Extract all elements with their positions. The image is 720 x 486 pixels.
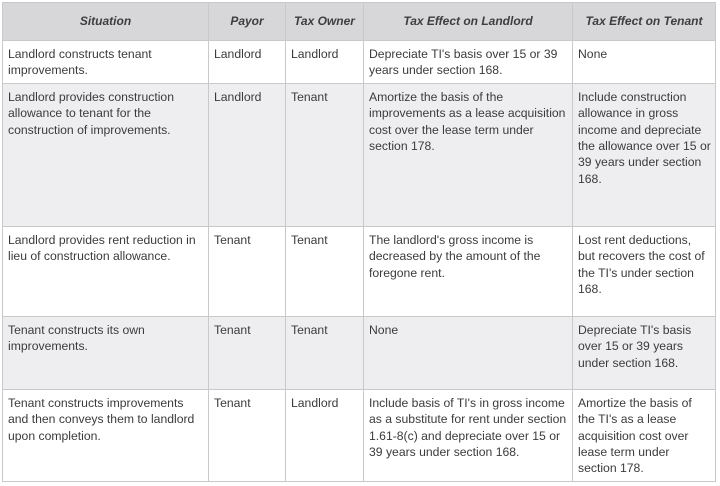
cell-payor: Tenant [209, 226, 286, 316]
table-row [3, 316, 716, 389]
cell-situation: Tenant constructs its own improvements. [3, 316, 209, 389]
tax-treatment-table-container [2, 2, 716, 482]
cell-tax-owner: Landlord [286, 389, 364, 481]
cell-effect-tenant: Depreciate TI's basis over 15 or 39 years under section 168. [573, 316, 716, 389]
cell-effect-tenant: Lost rent deductions, but recovers the cost of the TI's under section 168. [573, 226, 716, 316]
cell-situation: Landlord provides construction allowance to tenant for the construction of improvements. [3, 83, 209, 226]
header-situation: Situation [3, 3, 209, 41]
cell-effect-tenant: Amortize the basis of the TI's as a lease acquisition cost over lease term under section 178. [573, 389, 716, 481]
header-payor: Payor [209, 3, 286, 41]
header-tax-effect-landlord: Tax Effect on Landlord [364, 3, 573, 41]
cell-effect-landlord: Depreciate TI's basis over 15 or 39 years under section 168. [364, 41, 573, 84]
cell-effect-landlord: None [364, 316, 573, 389]
cell-payor: Tenant [209, 389, 286, 481]
cell-situation: Landlord provides rent reduction in lieu of construction allowance. [3, 226, 209, 316]
tax-treatment-table [2, 2, 716, 482]
table-row [3, 83, 716, 226]
table-row [3, 226, 716, 316]
cell-effect-landlord: Include basis of TI's in gross income as a substitute for rent under section 1.61-8(c) and depreciate over 15 or 39 years under section 168. [364, 389, 573, 481]
cell-effect-landlord: Amortize the basis of the improvements as a lease acquisition cost over the lease term under section 178. [364, 83, 573, 226]
cell-tax-owner: Tenant [286, 83, 364, 226]
table-row [3, 389, 716, 481]
cell-tax-owner: Tenant [286, 316, 364, 389]
header-tax-owner: Tax Owner [286, 3, 364, 41]
cell-tax-owner: Landlord [286, 41, 364, 84]
cell-payor: Landlord [209, 41, 286, 84]
cell-situation: Landlord constructs tenant improvements. [3, 41, 209, 84]
cell-effect-tenant: Include construction allowance in gross income and depreciate the allowance over 15 or 39 years under section 168. [573, 83, 716, 226]
cell-effect-tenant: None [573, 41, 716, 84]
cell-situation: Tenant constructs improvements and then conveys them to landlord upon completion. [3, 389, 209, 481]
table-header-row [3, 3, 716, 41]
cell-tax-owner: Tenant [286, 226, 364, 316]
table-row [3, 41, 716, 84]
header-tax-effect-tenant: Tax Effect on Tenant [573, 3, 716, 41]
cell-effect-landlord: The landlord's gross income is decreased by the amount of the foregone rent. [364, 226, 573, 316]
cell-payor: Landlord [209, 83, 286, 226]
cell-payor: Tenant [209, 316, 286, 389]
